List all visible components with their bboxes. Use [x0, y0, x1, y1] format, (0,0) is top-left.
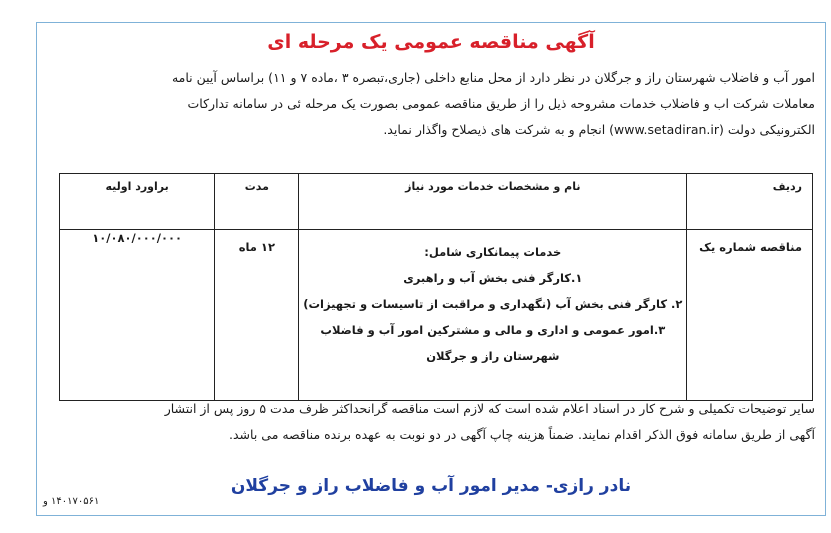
- notice-frame: [36, 22, 826, 516]
- tender-table: [59, 173, 813, 401]
- description-item: ۱.کارگر فنی بخش آب و راهبری: [403, 271, 583, 285]
- description-item: شهرستان راز و جرگلان: [426, 349, 560, 363]
- header-duration: مدت: [215, 174, 299, 230]
- table-header-row: [60, 174, 813, 230]
- cell-row-number: مناقصه شماره یک: [687, 230, 813, 401]
- notice-title: آگهی مناقصه عمومی یک مرحله ای: [267, 31, 595, 53]
- notice-code: ۱۴۰۱۷۰۵۶۱ و: [43, 496, 100, 507]
- cell-description: [299, 230, 687, 401]
- intro-line: الکترونیکی دولت (www.setadiran.ir) انجام و به شرکت های ذیصلاح واگذار نماید.: [383, 122, 815, 137]
- signature: نادر رازی- مدیر امور آب و فاضلاب راز و جرگلان: [230, 476, 632, 496]
- outro-line: آگهی از طریق سامانه فوق الذکر اقدام نمایند. ضمناً هزینه چاپ آگهی در دو نوبت به عهده برنده مناقصه می باشد.: [229, 427, 815, 442]
- description-item: خدمات پیمانکاری شامل:: [424, 245, 562, 259]
- intro-paragraph: [45, 65, 815, 143]
- table-row: [60, 230, 813, 401]
- intro-line: معاملات شرکت اب و فاضلاب خدمات مشروحه ذیل را از طریق مناقصه عمومی بصورت یک مرحله ئی در سامانه تدارکات: [187, 96, 815, 111]
- header-row-number: ردیف: [687, 174, 813, 230]
- header-description: نام و مشخصات خدمات مورد نیاز: [299, 174, 687, 230]
- description-item: ۳.امور عمومی و اداری و مالی و مشترکین امور آب و فاضلاب: [320, 323, 666, 337]
- outro-paragraph: [45, 396, 815, 448]
- cell-duration: ۱۲ ماه: [215, 230, 299, 401]
- header-estimate: براورد اولیه: [60, 174, 215, 230]
- cell-estimate: ۱۰/۰۸۰/۰۰۰/۰۰۰: [60, 230, 215, 401]
- description-item: ۲. کارگر فنی بخش آب (نگهداری و مراقبت از تاسیسات و تجهیزات): [303, 297, 683, 311]
- outro-line: سایر توضیحات تکمیلی و شرح کار در اسناد اعلام شده است که لازم است مناقصه گرانحداکثر ظرف مدت ۵ روز پس از انتشار: [164, 401, 815, 416]
- intro-line: امور آب و فاضلاب شهرستان راز و جرگلان در نظر دارد از محل منابع داخلی (جاری،تبصره ۳ ،ماده ۷ و ۱۱) براساس آیین نامه: [171, 70, 815, 85]
